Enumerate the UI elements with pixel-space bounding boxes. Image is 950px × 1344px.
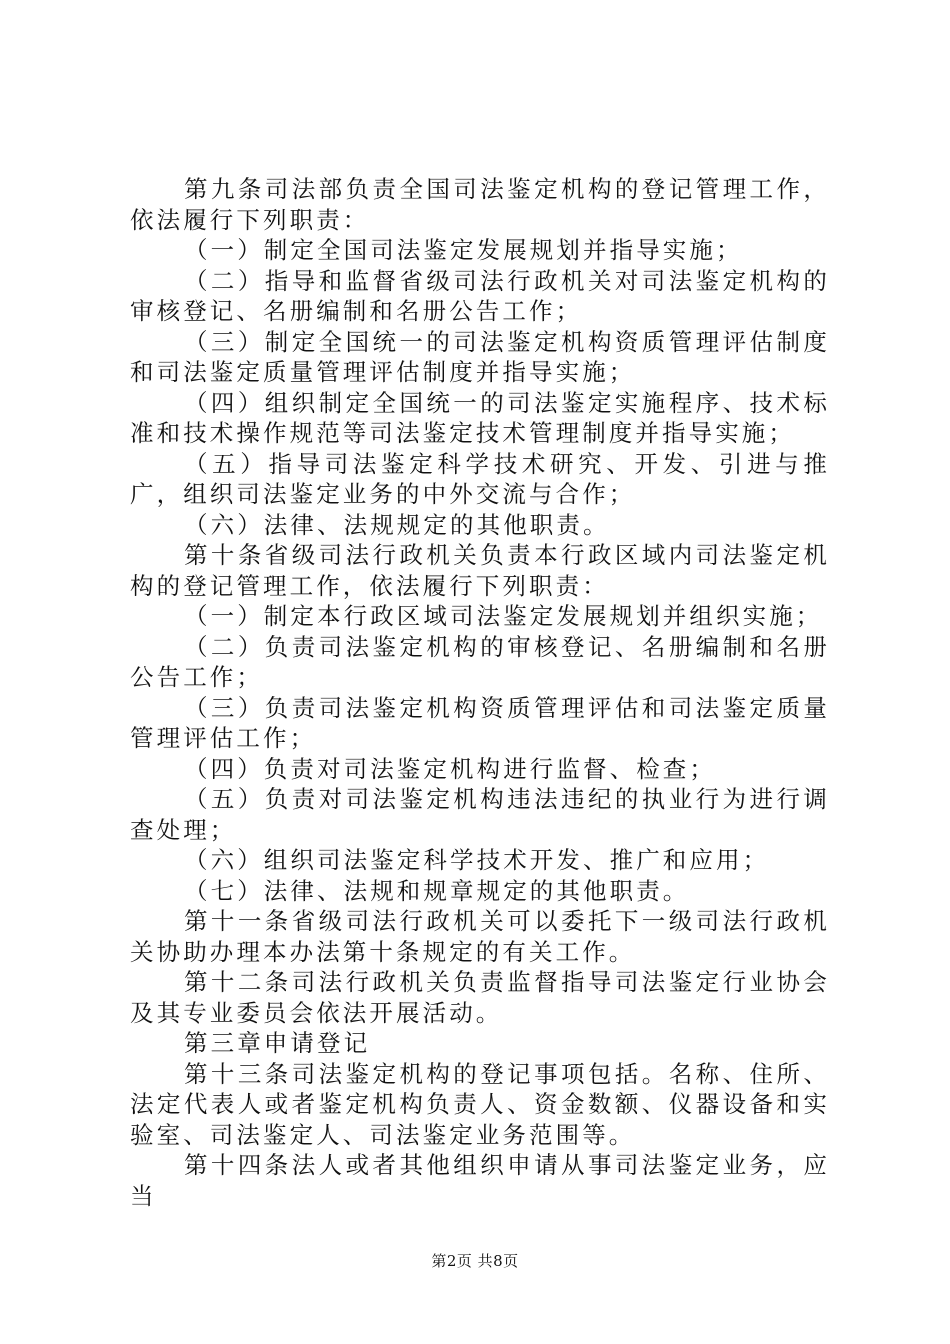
paragraph: （七）法律、法规和规章规定的其他职责。: [184, 876, 690, 905]
paragraph: 第十四条法人或者其他组织申请从事司法鉴定业务，应当: [130, 1151, 830, 1210]
paragraph: （四）组织制定全国统一的司法鉴定实施程序、技术标准和技术操作规范等司法鉴定技术管理制度并指导实施；: [130, 388, 830, 447]
paragraph: 第十一条省级司法行政机关可以委托下一级司法行政机关协助办理本办法第十条规定的有关工作。: [130, 907, 830, 966]
paragraph: （一）制定全国司法鉴定发展规划并指导实施；: [184, 236, 743, 264]
document-body: [130, 174, 830, 1211]
paragraph: （五）负责对司法鉴定机构违法违纪的执业行为进行调查处理；: [130, 785, 830, 844]
paragraph: （三）负责司法鉴定机构资质管理评估和司法鉴定质量管理评估工作；: [130, 693, 830, 752]
paragraph: 第十二条司法行政机关负责监督指导司法鉴定行业协会及其专业委员会依法开展活动。: [130, 968, 830, 1027]
paragraph: （二）负责司法鉴定机构的审核登记、名册编制和名册公告工作；: [130, 632, 830, 691]
page-number-footer: 第2页 共8页: [431, 1252, 519, 1270]
paragraph: （六）法律、法规规定的其他职责。: [184, 510, 610, 539]
paragraph: （四）负责对司法鉴定机构进行监督、检查；: [184, 754, 716, 783]
paragraph: 第九条司法部负责全国司法鉴定机构的登记管理工作，依法履行下列职责：: [130, 175, 830, 234]
paragraph: （五）指导司法鉴定科学技术研究、开发、引进与推广，组织司法鉴定业务的中外交流与合作；: [130, 449, 830, 508]
paragraph: 第十条省级司法行政机关负责本行政区域内司法鉴定机构的登记管理工作，依法履行下列职责：: [130, 541, 830, 600]
paragraph: （六）组织司法鉴定科学技术开发、推广和应用；: [184, 846, 770, 874]
paragraph: 第十三条司法鉴定机构的登记事项包括。名称、住所、法定代表人或者鉴定机构负责人、资金数额、仪器设备和实验室、司法鉴定人、司法鉴定业务范围等。: [130, 1059, 830, 1149]
chapter-heading: 第三章申请登记: [184, 1029, 371, 1057]
paragraph: （三）制定全国统一的司法鉴定机构资质管理评估制度和司法鉴定质量管理评估制度并指导实施；: [130, 327, 830, 386]
paragraph: （一）制定本行政区域司法鉴定发展规划并组织实施；: [184, 602, 823, 630]
paragraph: （二）指导和监督省级司法行政机关对司法鉴定机构的审核登记、名册编制和名册公告工作；: [130, 266, 830, 325]
